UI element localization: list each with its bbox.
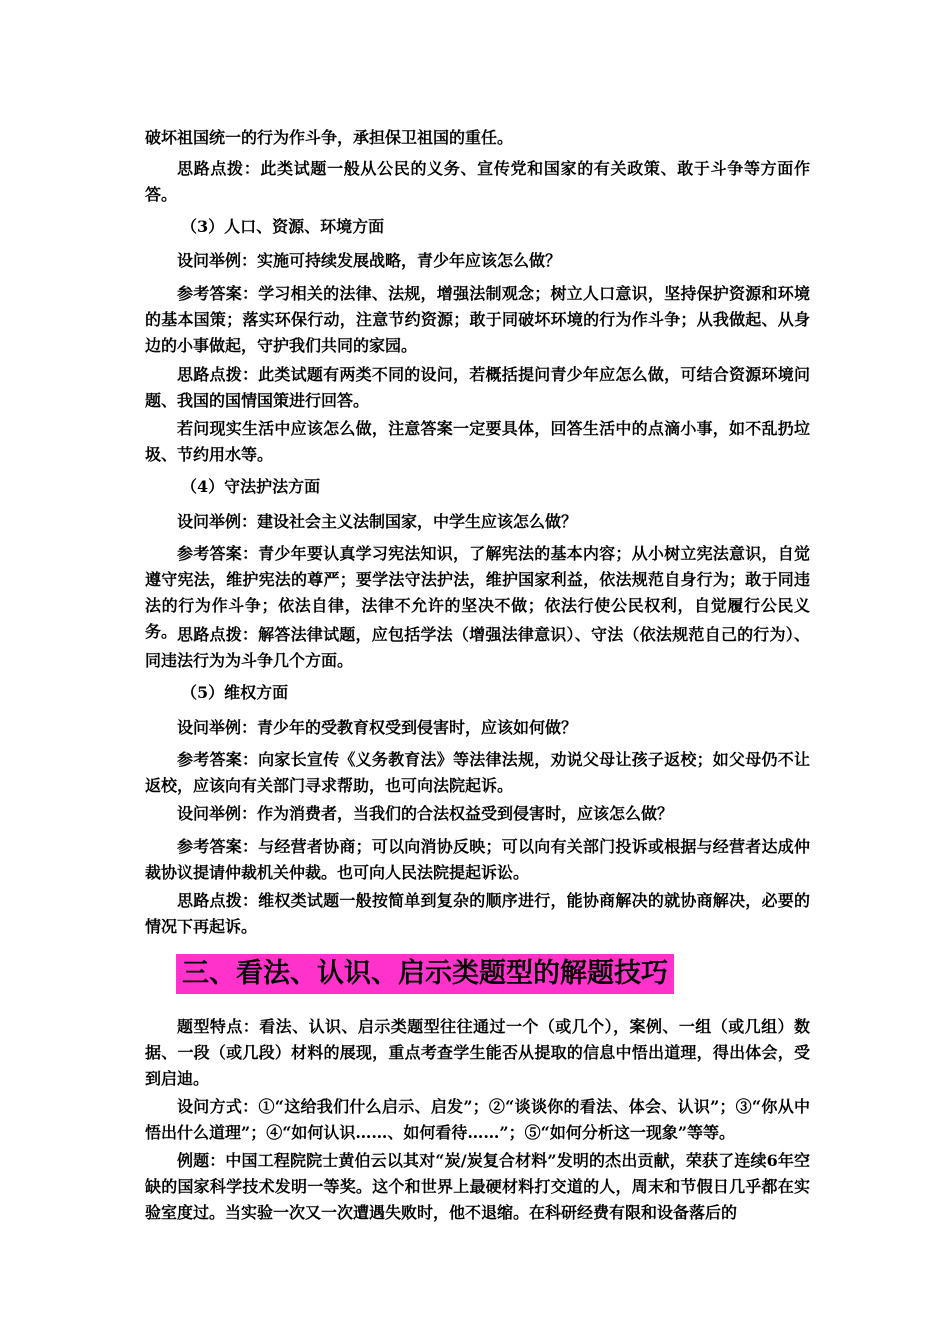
paragraph: 设问举例：青少年的受教育权受到侵害时，应该如何做？ (177, 718, 578, 737)
subsection-heading: （5）维权方面 (181, 683, 289, 702)
paragraph: 参考答案：青少年要认真学习宪法知识，了解宪法的基本内容；从小树立宪法意识，自觉遵守宪法，维护宪法的尊严；要学法守法护法，维护国家利益，依法规范自身行为；敢于同违法的行为作斗争；依法自律，法律不允许的坚决不做；依法行使公民权利，自觉履行公民义务。 (145, 544, 810, 641)
paragraph: 设问举例：建设社会主义法制国家，中学生应该怎么做？ (177, 512, 578, 531)
paragraph: 思路点拨：此类试题有两类不同的设问，若概括提问青少年应怎么做，可结合资源环境问题、我国的国情国策进行回答。 (145, 365, 810, 410)
paragraph: 参考答案：与经营者协商；可以向消协反映；可以向有关部门投诉或根据与经营者达成仲裁协议提请仲裁机关仲裁。也可向人民法院提起诉讼。 (145, 837, 810, 882)
subsection-heading: （3）人口、资源、环境方面 (181, 217, 385, 236)
paragraph: 破坏祖国统一的行为作斗争，承担保卫祖国的重任。 (145, 128, 514, 147)
paragraph: 例题：中国工程院院士黄伯云以其对“炭/炭复合材料”发明的杰出贡献，荣获了连续6年空缺的国家科学技术发明一等奖。这个和世界上最硬材料打交道的人，周末和节假日几乎都在实验室度过。当实验一次又一次遭遇失败时，他不退缩。在科研经费有限和设备落后的 (145, 1151, 810, 1222)
paragraph: 设问举例：实施可持续发展战略，青少年应该怎么做？ (177, 251, 562, 270)
paragraph: 设问举例：作为消费者，当我们的合法权益受到侵害时，应该怎么做？ (177, 804, 674, 823)
paragraph: 思路点拨：此类试题一般从公民的义务、宣传党和国家的有关政策、敢于斗争等方面作答。 (145, 159, 810, 204)
paragraph: 题型特点：看法、认识、启示类题型往往通过一个（或几个），案例、一组（或几组）数据、一段（或几段）材料的展现，重点考查学生能否从提取的信息中悟出道理，得出体会，受到启迪。 (145, 1017, 810, 1088)
subsection-heading: （4）守法护法方面 (181, 477, 321, 496)
paragraph: 思路点拨：维权类试题一般按简单到复杂的顺序进行，能协商解决的就协商解决，必要的情况下再起诉。 (145, 891, 810, 936)
paragraph: 思路点拨：解答法律试题，应包括学法（增强法律意识）、守法（依法规范自己的行为）、同违法行为为斗争几个方面。 (145, 625, 810, 670)
section-heading: 三、看法、认识、启示类题型的解题技巧 (176, 954, 674, 994)
paragraph: 参考答案：学习相关的法律、法规，增强法制观念；树立人口意识，坚持保护资源和环境的基本国策；落实环保行动，注意节约资源；敢于同破坏环境的行为作斗争；从我做起、从身边的小事做起，守护我们共同的家园。 (145, 284, 810, 355)
paragraph: 设问方式：①“这给我们什么启示、启发”；②“谈谈你的看法、体会、认识”；③“你从中悟出什么道理”；④“如何认识……、如何看待……”；⑤“如何分析这一现象”等等。 (145, 1097, 810, 1142)
paragraph: 若问现实生活中应该怎么做，注意答案一定要具体，回答生活中的点滴小事，如不乱扔垃圾、节约用水等。 (145, 419, 810, 464)
paragraph: 参考答案：向家长宣传《义务教育法》等法律法规，劝说父母让孩子返校；如父母仍不让返校，应该向有关部门寻求帮助，也可向法院起诉。 (145, 750, 810, 795)
